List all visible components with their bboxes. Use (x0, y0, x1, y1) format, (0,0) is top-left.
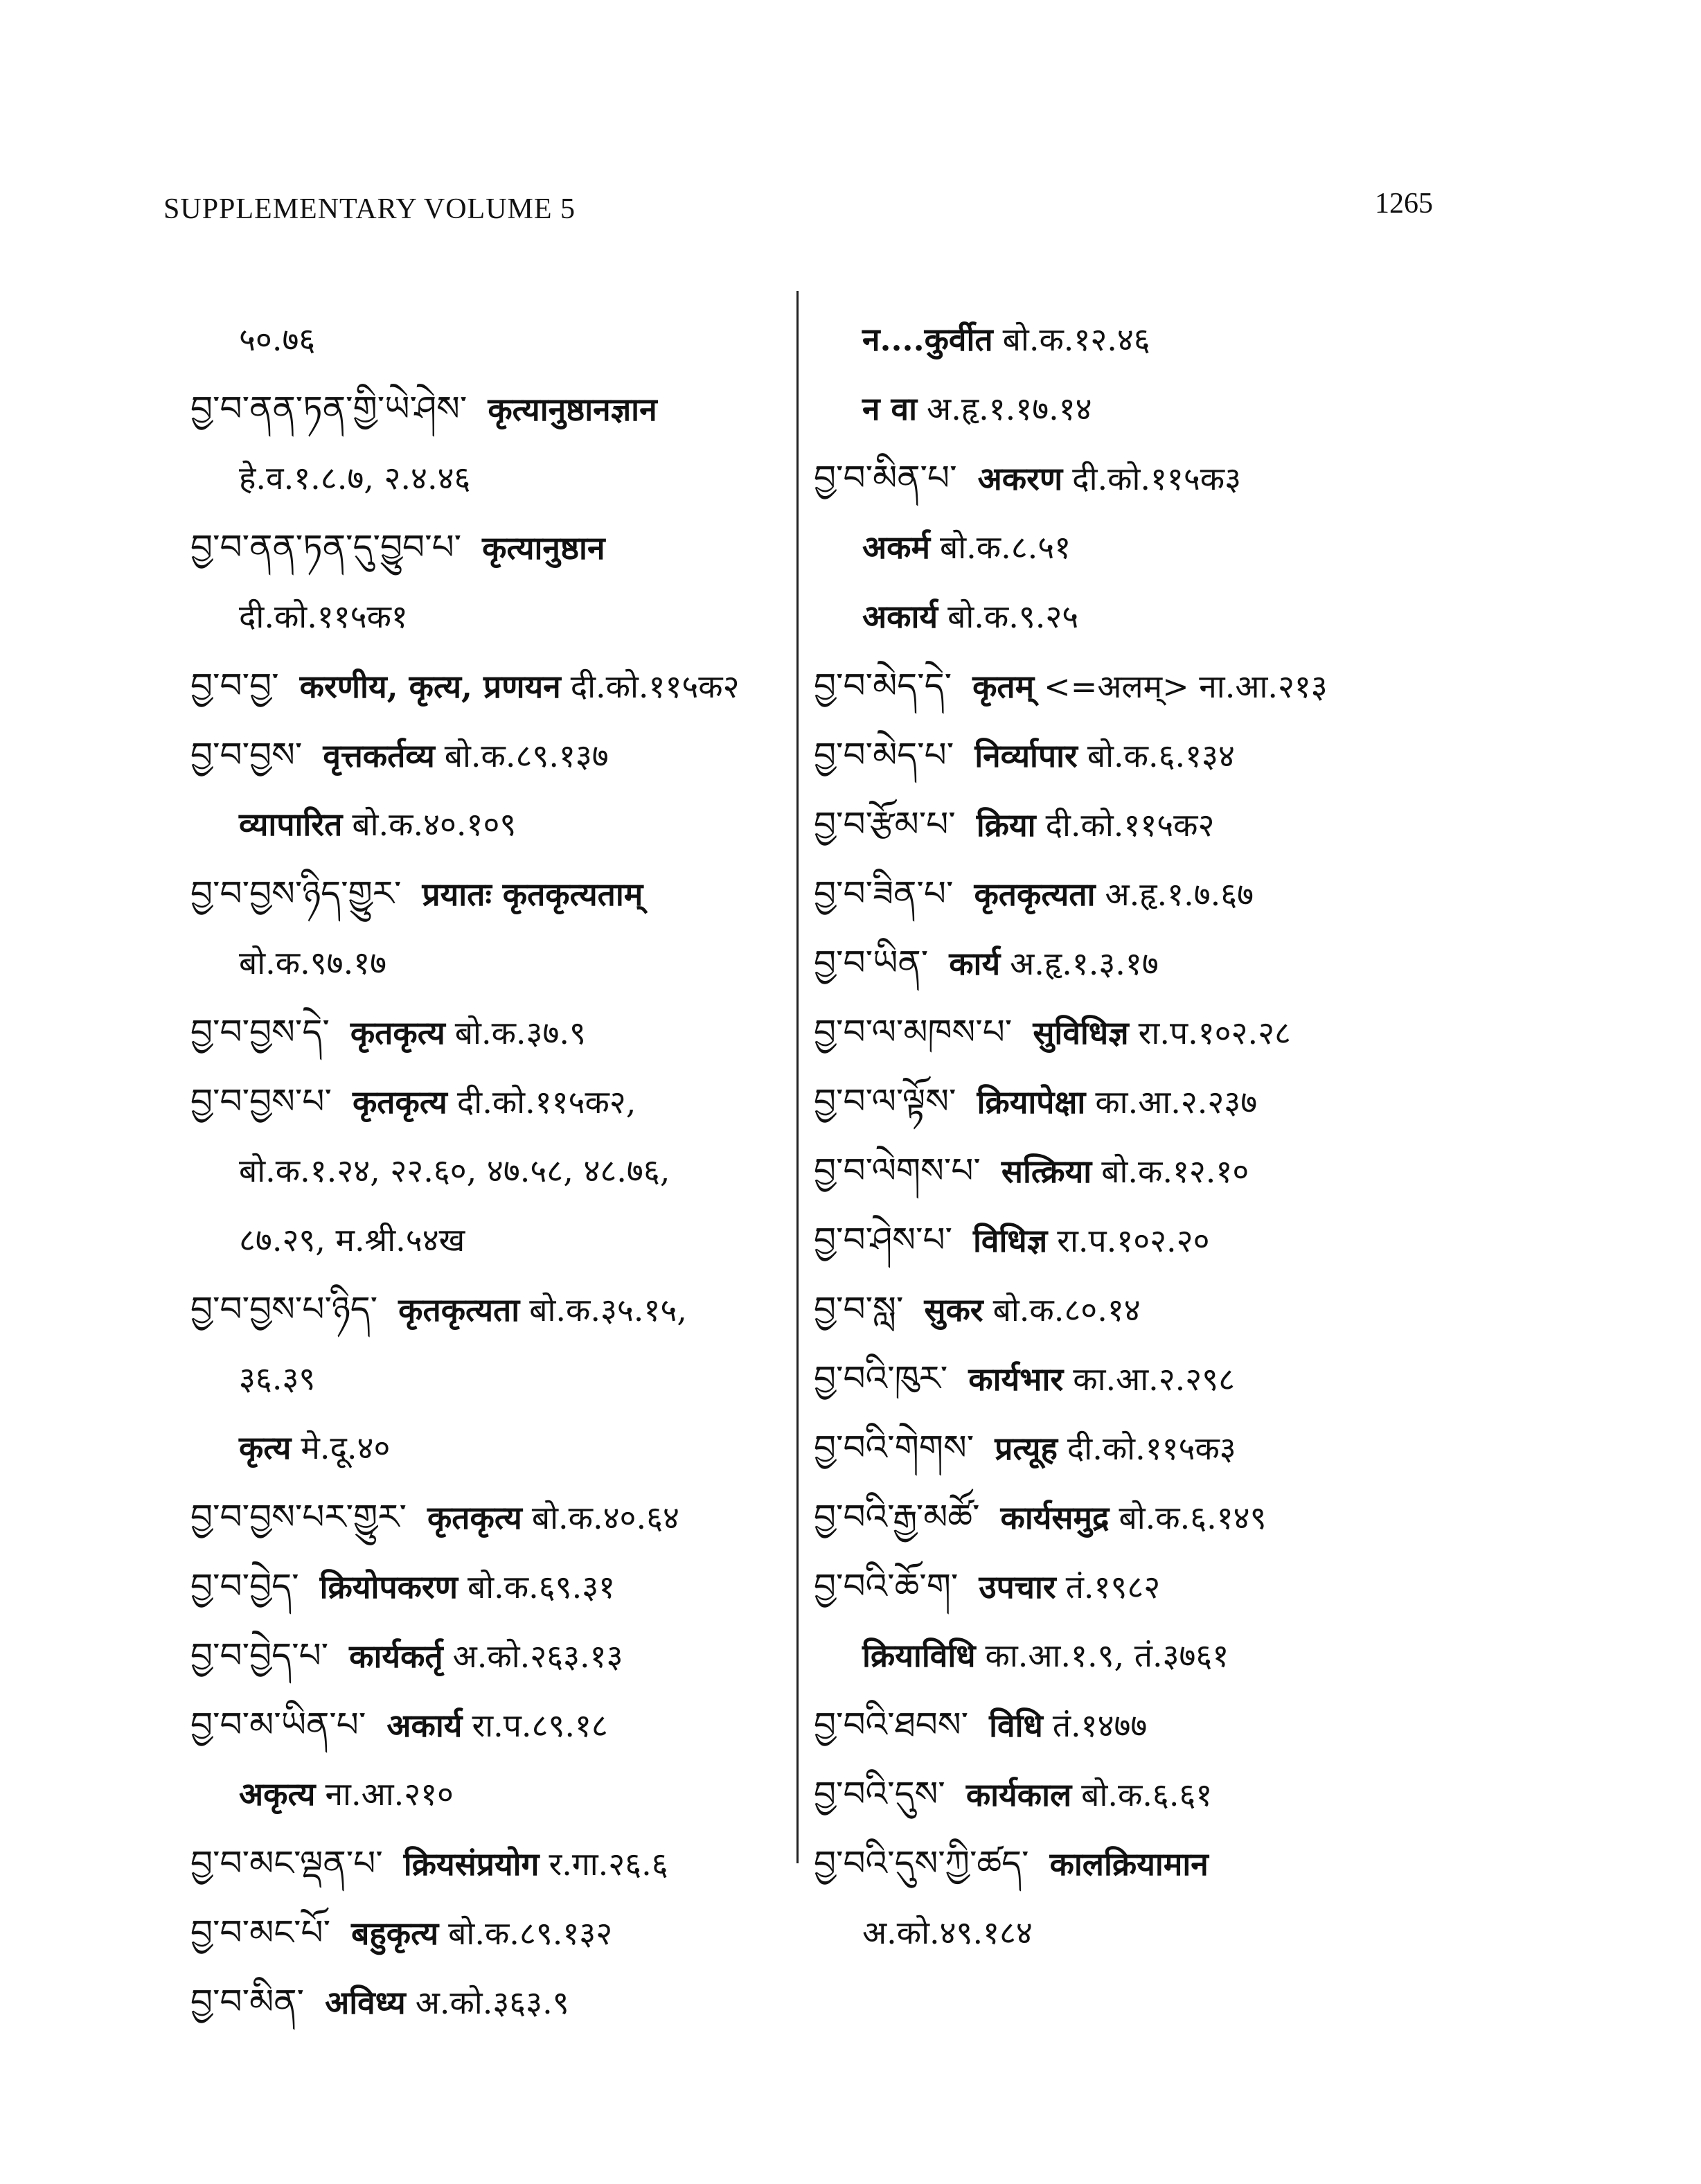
source-reference: बो.क.८.५१ (939, 529, 1071, 566)
sanskrit-equivalent: कार्यकाल (965, 1776, 1072, 1813)
source-reference: बो.क.९७.१७ (239, 944, 387, 982)
tibetan-headword: བྱ་བ་ལེགས་པ་ (814, 1151, 981, 1191)
source-reference: अ.हृ.१.३.१७ (1010, 945, 1159, 982)
sanskrit-equivalent: वृत्तकर्तव्य (323, 737, 435, 774)
source-reference: का.आ.२.२९८ (1073, 1360, 1236, 1398)
sanskrit-equivalent: अकार्य (862, 598, 938, 635)
sanskrit-equivalent: कृतकृत्य (350, 1014, 445, 1051)
dictionary-line (814, 1552, 1589, 1621)
tibetan-headword: བྱ་བ་མང་ལྡན་པ་ (190, 1843, 383, 1883)
tibetan-headword: བྱ་བ་མེད་དེ་ (814, 666, 952, 706)
tibetan-headword: བྱ་བ་ནན་ཏན་གྱི་ཡེ་ཤེས་ (190, 389, 467, 429)
sanskrit-equivalent: उपचार (979, 1568, 1056, 1606)
source-reference: ५०.७६ (239, 321, 316, 358)
sanskrit-equivalent: कार्यकर्तृ (349, 1637, 443, 1675)
sanskrit-equivalent: सुकर (924, 1291, 983, 1329)
source-reference: का.आ.१.९, तं.३७६१ (985, 1637, 1229, 1674)
dictionary-line (814, 1413, 1589, 1482)
sanskrit-equivalent: प्रयातः कृतकृत्यताम् (422, 876, 643, 913)
dictionary-line (814, 790, 1589, 859)
dictionary-line (190, 1205, 786, 1275)
page-number: 1265 (1375, 188, 1433, 220)
tibetan-headword: བྱ་བ་བྱ་ (190, 666, 279, 706)
source-reference: रा.प.१०२.२० (1057, 1222, 1210, 1259)
source-reference: दी.को.११५क३ (1067, 1430, 1236, 1467)
running-header-title: SUPPLEMENTARY VOLUME 5 (163, 193, 576, 225)
tibetan-headword: བྱ་བའི་གེགས་ (814, 1428, 974, 1468)
source-reference: दी.को.११५क३ (1072, 460, 1241, 497)
source-reference: बो.क.१२.१० (1101, 1153, 1249, 1190)
sanskrit-equivalent: अकृत्य (239, 1775, 316, 1813)
source-reference: अ.को.४९.१८४ (862, 1914, 1033, 1951)
tibetan-headword: བྱ་བ་མིན་ (190, 1982, 305, 2022)
sanskrit-equivalent: अविध्य (325, 1984, 406, 2021)
dictionary-line (814, 1621, 1589, 1690)
dictionary-line (814, 1205, 1589, 1275)
tibetan-headword: བྱ་བ་བྱེད་པ་ (190, 1635, 329, 1676)
source-reference: बो.क.६.१४९ (1119, 1499, 1267, 1536)
dictionary-line (814, 1482, 1589, 1552)
tibetan-headword: བྱ་བ་བྱས་པ་ཉིད་ (190, 1289, 378, 1329)
source-reference: बो.क.३७.९ (454, 1014, 586, 1051)
dictionary-line (814, 859, 1589, 928)
sanskrit-equivalent: कार्यभार (968, 1360, 1064, 1398)
dictionary-line (190, 374, 786, 443)
tibetan-headword: བྱ་བའི་དུས་ཀྱི་ཚད་ (814, 1843, 1029, 1883)
sanskrit-equivalent: कृत्य (239, 1429, 292, 1466)
source-reference: अ.को.२६३.१३ (452, 1637, 623, 1675)
dictionary-line (190, 859, 786, 928)
tibetan-headword: བྱ་བ་རྩོམ་པ་ (814, 804, 956, 844)
source-reference: ना.आ.२१० (325, 1775, 454, 1813)
source-reference: अ.को.३६३.९ (415, 1984, 569, 2021)
tibetan-headword: བྱ་བ་ལ་མཁས་པ་ (814, 1012, 1013, 1052)
sanskrit-equivalent: न वा (862, 390, 918, 427)
tibetan-headword: བྱ་བ་བྱས་ཉིད་གྱུར་ (190, 873, 402, 914)
dictionary-line (190, 1136, 786, 1205)
tibetan-headword: བྱ་བ་མིན་པ་ (814, 458, 957, 498)
tibetan-headword: བྱ་བ་བྱས་ (190, 735, 303, 775)
dictionary-line (814, 305, 1589, 374)
source-reference: बो.क.६९.३१ (467, 1568, 616, 1606)
sanskrit-equivalent: कृतकृत्यता (974, 876, 1096, 913)
dictionary-line (814, 1136, 1589, 1205)
source-reference: दी.को.११५क२ (570, 668, 740, 705)
tibetan-headword: བྱ་བའི་དུས་ (814, 1774, 945, 1814)
sanskrit-equivalent: कृत्यानुष्ठान (482, 529, 605, 567)
tibetan-headword: བྱ་བ་མང་པོ་ (190, 1912, 331, 1953)
source-reference: बो.क.१२.४६ (1002, 321, 1150, 358)
dictionary-line (814, 374, 1589, 443)
tibetan-headword: བྱ་བ་སླ་ (814, 1289, 904, 1329)
dictionary-line (190, 720, 786, 790)
sanskrit-equivalent: कृतकृत्यता (398, 1291, 520, 1329)
source-reference: बो.क.८९.१३२ (448, 1915, 613, 1952)
source-reference: ३६.३९ (239, 1360, 316, 1397)
source-reference: ८७.२९, म.श्री.५४ख (239, 1221, 465, 1259)
dictionary-line (190, 582, 786, 651)
source-reference: रा.प.१०२.२८ (1138, 1014, 1291, 1051)
sanskrit-equivalent: अकर्म (862, 529, 930, 566)
sanskrit-equivalent: कृत्यानुष्ठानज्ञान (488, 391, 657, 428)
dictionary-line (190, 1829, 786, 1898)
sanskrit-equivalent: क्रियाविधि (862, 1637, 976, 1674)
source-reference: दी.को.११५क२, (456, 1083, 636, 1121)
sanskrit-equivalent: प्रत्यूह (995, 1430, 1058, 1467)
source-reference: बो.क.४०.६४ (531, 1499, 679, 1536)
sanskrit-equivalent: क्रियोपकरण (319, 1568, 458, 1606)
tibetan-headword: བྱ་བའི་ཆོ་ག་ (814, 1566, 959, 1606)
dictionary-line (190, 997, 786, 1067)
dictionary-line (814, 1759, 1589, 1829)
sanskrit-equivalent: निर्व्यापार (974, 737, 1078, 774)
source-reference: हे.व.१.८.७, २.४.४६ (239, 459, 471, 497)
source-reference: <=अलम्> ना.आ.२१३ (1044, 668, 1328, 705)
source-reference: अ.हृ.१.१७.१४ (927, 390, 1092, 427)
sanskrit-equivalent: कृतकृत्य (427, 1499, 522, 1536)
dictionary-line (814, 513, 1589, 582)
sanskrit-equivalent: सत्क्रिया (1001, 1153, 1092, 1190)
tibetan-headword: བྱ་བ་ཟིན་པ་ (814, 873, 954, 914)
source-reference: बो.क.१.२४, २२.६०, ४७.५८, ४८.७६, (239, 1152, 670, 1189)
source-reference: रा.प.८९.१८ (472, 1707, 608, 1744)
dictionary-line (190, 1759, 786, 1829)
dictionary-line (190, 1898, 786, 1967)
dictionary-line (190, 1552, 786, 1621)
sanskrit-equivalent: कृतकृत्य (352, 1083, 447, 1121)
source-reference: बो.क.६.६१ (1081, 1776, 1213, 1813)
dictionary-line (190, 1275, 786, 1344)
sanskrit-equivalent: कृतम् (972, 668, 1035, 705)
source-reference: र.गा.२६.६ (549, 1845, 668, 1883)
sanskrit-equivalent: विधिज्ञ (973, 1222, 1048, 1259)
source-reference: बो.क.८०.१४ (992, 1291, 1141, 1329)
dictionary-line (190, 305, 786, 374)
sanskrit-equivalent: व्यापारित (239, 806, 343, 843)
sanskrit-equivalent: अकरण (977, 460, 1063, 497)
sanskrit-equivalent: कार्य (949, 945, 1001, 982)
tibetan-headword: བྱ་བ་མེད་པ་ (814, 735, 954, 775)
dictionary-line (814, 1898, 1589, 1967)
dictionary-line (190, 1690, 786, 1759)
source-reference: दी.को.११५क१ (239, 598, 408, 635)
dictionary-line (814, 997, 1589, 1067)
dictionary-line (190, 651, 786, 720)
column-divider (796, 291, 799, 1863)
dictionary-line (190, 1967, 786, 2036)
dictionary-line (814, 582, 1589, 651)
source-reference: अ.हृ.१.७.६७ (1105, 876, 1254, 913)
dictionary-line (190, 1413, 786, 1482)
source-reference: का.आ.२.२३७ (1095, 1083, 1258, 1121)
dictionary-line (814, 1344, 1589, 1413)
sanskrit-equivalent: करणीय, कृत्य, प्रणयन (299, 668, 561, 705)
source-reference: मे.दू.४० (301, 1429, 391, 1466)
tibetan-headword: བྱ་བ་བྱས་པ་ (190, 1081, 332, 1121)
source-reference: तं.१९८२ (1065, 1568, 1161, 1606)
dictionary-line (190, 1621, 786, 1690)
tibetan-headword: བྱ་བ་མ་ཡིན་པ་ (190, 1705, 366, 1745)
dictionary-line (814, 928, 1589, 997)
dictionary-line (190, 1067, 786, 1136)
dictionary-line (190, 443, 786, 513)
sanskrit-equivalent: सुविधिज्ञ (1033, 1014, 1129, 1051)
tibetan-headword: བྱ་བ་ཡིན་ (814, 943, 929, 983)
tibetan-headword: བྱ་བ་ལ་ལྟོས་ (814, 1081, 956, 1121)
tibetan-headword: བྱ་བའི་རྒྱ་མཚོ་ (814, 1497, 980, 1537)
dictionary-line (190, 790, 786, 859)
dictionary-line (814, 1829, 1589, 1898)
source-reference: बो.क.४०.१०९ (352, 806, 517, 843)
source-reference: बो.क.३५.१५, (529, 1291, 687, 1329)
source-reference: तं.१४७७ (1052, 1707, 1148, 1744)
sanskrit-equivalent: अकार्य (386, 1707, 463, 1744)
sanskrit-equivalent: क्रिया (976, 806, 1036, 844)
tibetan-headword: བྱ་བའི་ཁུར་ (814, 1358, 948, 1399)
sanskrit-equivalent: कालक्रियामान (1049, 1845, 1209, 1883)
sanskrit-equivalent: क्रियसंप्रयोग (403, 1845, 540, 1883)
dictionary-line (814, 651, 1589, 720)
dictionary-line (190, 1344, 786, 1413)
dictionary-line (814, 1067, 1589, 1136)
left-column (190, 305, 786, 2036)
dictionary-line (814, 720, 1589, 790)
sanskrit-equivalent: न....कुर्वीत (862, 321, 993, 358)
dictionary-line (814, 1275, 1589, 1344)
dictionary-line (190, 928, 786, 997)
sanskrit-equivalent: बहुकृत्य (351, 1915, 439, 1952)
sanskrit-equivalent: विधि (989, 1707, 1043, 1744)
tibetan-headword: བྱ་བའི་ཐབས་ (814, 1705, 969, 1745)
source-reference: बो.क.८९.१३७ (444, 737, 609, 774)
tibetan-headword: བྱ་བ་ནན་ཏན་དུ་བྱུབ་པ་ (190, 527, 462, 567)
tibetan-headword: བྱ་བ་བྱས་པར་གྱུར་ (190, 1497, 407, 1537)
tibetan-headword: བྱ་བ་བྱས་དེ་ (190, 1012, 330, 1052)
dictionary-line (814, 1690, 1589, 1759)
tibetan-headword: བྱ་བ་ཤེས་པ་ (814, 1220, 952, 1260)
right-column (814, 305, 1589, 1967)
dictionary-line (814, 443, 1589, 513)
source-reference: दी.को.११५क२ (1045, 806, 1215, 844)
source-reference: बो.क.९.२५ (947, 598, 1079, 635)
source-reference: बो.क.६.१३४ (1087, 737, 1235, 774)
tibetan-headword: བྱ་བ་བྱེད་ (190, 1566, 299, 1606)
sanskrit-equivalent: कार्यसमुद्र (1000, 1499, 1110, 1536)
sanskrit-equivalent: क्रियापेक्षा (977, 1083, 1086, 1121)
dictionary-line (190, 1482, 786, 1552)
dictionary-line (190, 513, 786, 582)
